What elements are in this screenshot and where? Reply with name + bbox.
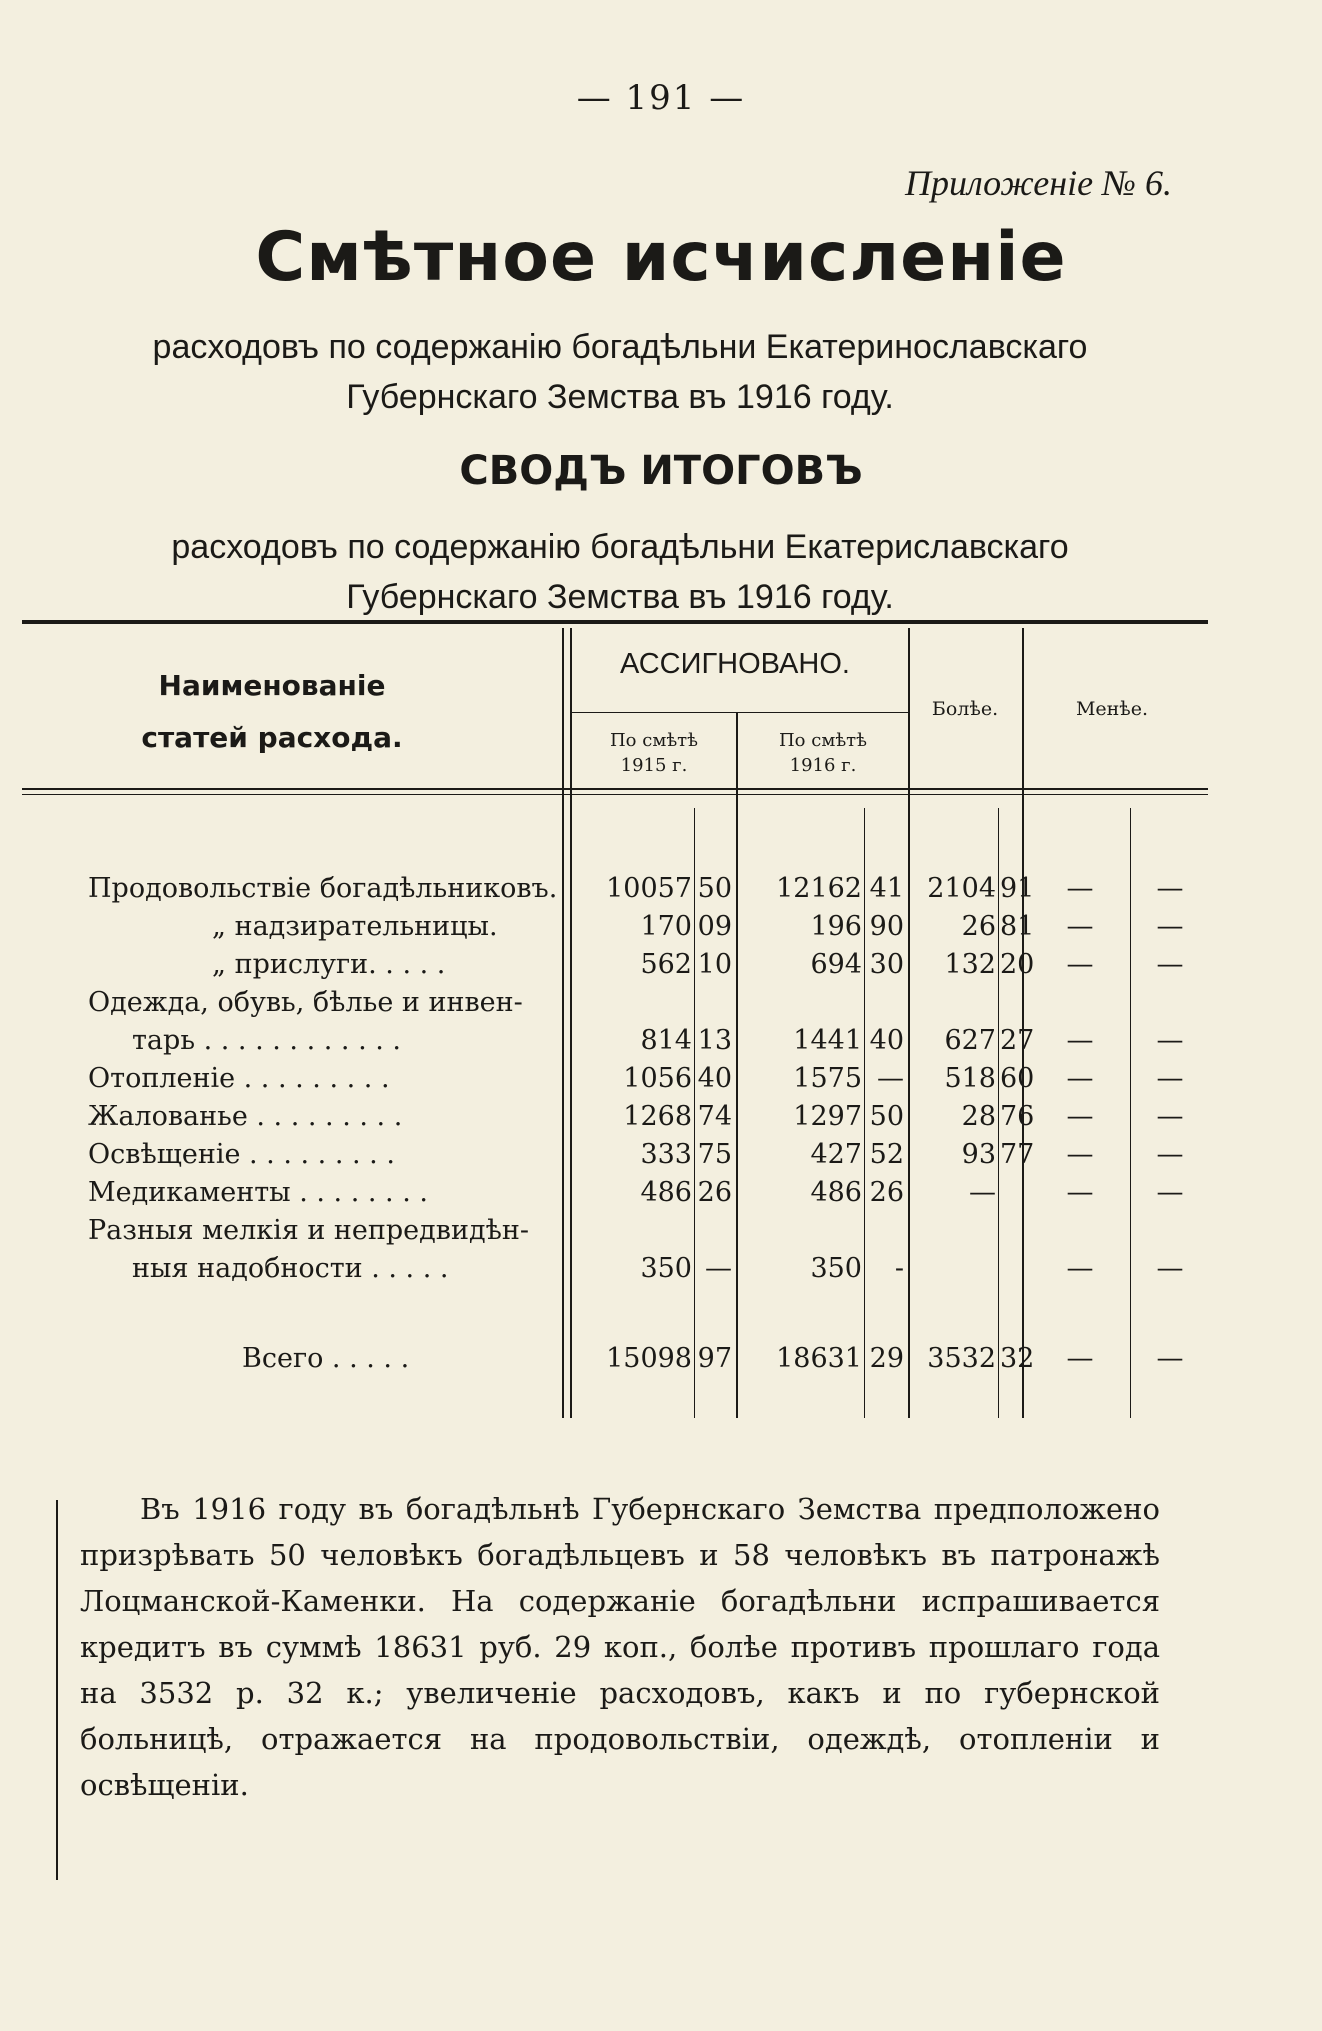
header-1915-line-1: По смѣтѣ (609, 730, 698, 751)
cell-less-kopecks: — (1156, 949, 1184, 980)
header-rule (570, 712, 908, 713)
header-1916-line-2: 1916 г. (789, 755, 857, 776)
cell-less-kopecks: — (1156, 911, 1184, 942)
cell-more-kopecks: 81 (1000, 911, 1035, 942)
cell-1916-kopecks: 90 (869, 911, 904, 942)
total-more-rubles: 3532 (927, 1343, 996, 1374)
row-label: Освѣщенiе . . . . . . . . . (88, 1139, 395, 1170)
cell-1915-rubles: 170 (640, 911, 692, 942)
page-number: — 191 — (576, 78, 746, 118)
cell-1916-kopecks: 41 (869, 873, 904, 904)
row-label: Одежда, обувь, бѣлье и инвен- (88, 987, 523, 1018)
summary-table (22, 628, 1208, 1418)
cell-less-rubles: — (1066, 1063, 1094, 1094)
subtitle-summary-line-2: Губернскаго Земства въ 1916 году. (346, 578, 894, 616)
cell-1916-rubles: 1297 (793, 1101, 862, 1132)
row-label: Разныя мелкiя и непредвидѣн- (88, 1215, 530, 1246)
cell-less-rubles: — (1066, 949, 1094, 980)
cell-1916-rubles: 12162 (776, 873, 862, 904)
cell-1916-kopecks: 30 (869, 949, 904, 980)
cell-1916-kopecks: 52 (869, 1139, 904, 1170)
table-row (22, 1136, 1208, 1174)
table-row (22, 1250, 1208, 1288)
header-item-name-line-2: статей расхода. (141, 721, 403, 754)
cell-less-kopecks: — (1156, 1101, 1184, 1132)
cell-less-rubles: — (1066, 911, 1094, 942)
table-row (22, 1022, 1208, 1060)
cell-1915-kopecks: 40 (697, 1063, 732, 1094)
cell-1915-kopecks: 50 (697, 873, 732, 904)
header-item-name (82, 660, 462, 764)
cell-less-kopecks: — (1156, 1139, 1184, 1170)
subtitle-estimate (60, 322, 1180, 422)
cell-less-kopecks: — (1156, 1253, 1184, 1284)
cell-less-rubles: — (1066, 1139, 1094, 1170)
cell-less-kopecks: — (1156, 1063, 1184, 1094)
header-bottom-rule (22, 788, 1208, 790)
cell-1916-kopecks: - (894, 1253, 904, 1284)
cell-more-rubles: — (969, 1177, 996, 1208)
table-row (22, 1212, 1208, 1250)
cell-less-rubles: — (1066, 1177, 1094, 1208)
table-row (22, 908, 1208, 946)
row-label: „ прислуги. . . . . (212, 949, 446, 980)
cell-1915-rubles: 1268 (623, 1101, 692, 1132)
table-row (22, 1098, 1208, 1136)
row-label: ныя надобности . . . . . (132, 1253, 449, 1284)
row-label: тарь . . . . . . . . . . . . (132, 1025, 401, 1056)
cell-more-rubles: 518 (944, 1063, 996, 1094)
cell-less-rubles: — (1066, 1025, 1094, 1056)
explanatory-paragraph (80, 1486, 1160, 1808)
total-1915-kopecks: 97 (697, 1343, 732, 1374)
cell-1915-rubles: 1056 (623, 1063, 692, 1094)
cell-less-kopecks: — (1156, 1025, 1184, 1056)
total-1916-kopecks: 29 (869, 1343, 904, 1374)
cell-1915-rubles: 486 (640, 1177, 692, 1208)
cell-1916-rubles: 196 (810, 911, 862, 942)
cell-less-kopecks: — (1156, 873, 1184, 904)
row-label: Отопленiе . . . . . . . . . (88, 1063, 390, 1094)
subtitle-summary (60, 522, 1180, 622)
header-assigned: АССИГНОВАНО. (620, 648, 850, 680)
table-row (22, 946, 1208, 984)
cell-more-rubles: 93 (961, 1139, 996, 1170)
cell-1916-kopecks: 50 (869, 1101, 904, 1132)
total-more-kopecks: 32 (1000, 1343, 1035, 1374)
table-row (22, 1174, 1208, 1212)
cell-1915-kopecks: 74 (697, 1101, 732, 1132)
cell-1915-rubles: 333 (640, 1139, 692, 1170)
cell-more-rubles: 28 (961, 1101, 996, 1132)
subtitle-estimate-line-1: расходовъ по содержанiю богадѣльни Екатеринославскаго (152, 328, 1088, 366)
total-less-kopecks: — (1156, 1343, 1184, 1374)
cell-more-kopecks: 27 (1000, 1025, 1035, 1056)
total-less-rubles: — (1066, 1343, 1094, 1374)
row-label: Продовольствiе богадѣльниковъ. (88, 873, 558, 904)
cell-more-rubles: 627 (944, 1025, 996, 1056)
cell-1915-kopecks: 09 (697, 911, 732, 942)
header-1916-line-1: По смѣтѣ (778, 730, 867, 751)
table-row (22, 984, 1208, 1022)
cell-more-kopecks: 91 (1000, 873, 1035, 904)
header-bottom-rule (22, 794, 1208, 795)
cell-less-rubles: — (1066, 1101, 1094, 1132)
page-title: Смѣтное исчисленiе (255, 218, 1067, 297)
table-top-rule (22, 620, 1208, 624)
cell-1916-rubles: 350 (810, 1253, 862, 1284)
cell-1916-rubles: 486 (810, 1177, 862, 1208)
cell-more-kopecks: 20 (1000, 949, 1035, 980)
header-1915 (572, 728, 736, 778)
header-more: Болѣе. (931, 698, 999, 720)
cell-1915-rubles: 814 (640, 1025, 692, 1056)
cell-more-kopecks: 60 (1000, 1063, 1035, 1094)
cell-1916-kopecks: — (877, 1063, 904, 1094)
cell-1915-rubles: 562 (640, 949, 692, 980)
total-1916-rubles: 18631 (776, 1343, 862, 1374)
header-1915-line-2: 1915 г. (620, 755, 688, 776)
row-label: „ надзирательницы. (212, 911, 498, 942)
subtitle-estimate-line-2: Губернскаго Земства въ 1916 году. (346, 378, 894, 416)
total-1915-rubles: 15098 (606, 1343, 692, 1374)
cell-1915-kopecks: — (705, 1253, 732, 1284)
cell-less-rubles: — (1066, 1253, 1094, 1284)
cell-1916-rubles: 1441 (793, 1025, 862, 1056)
cell-less-rubles: — (1066, 873, 1094, 904)
cell-1915-kopecks: 10 (697, 949, 732, 980)
subtitle-summary-line-1: расходовъ по содержанiю богадѣльни Екатериславскаго (171, 528, 1069, 566)
cell-1916-rubles: 1575 (793, 1063, 862, 1094)
cell-more-kopecks: 76 (1000, 1101, 1035, 1132)
row-label: Жалованье . . . . . . . . . (88, 1101, 403, 1132)
cell-1915-rubles: 350 (640, 1253, 692, 1284)
header-item-name-line-1: Наименованiе (158, 669, 386, 702)
table-row (22, 1060, 1208, 1098)
header-1916 (738, 728, 908, 778)
cell-1915-kopecks: 13 (697, 1025, 732, 1056)
cell-1916-kopecks: 26 (869, 1177, 904, 1208)
cell-1915-rubles: 10057 (606, 873, 692, 904)
cell-more-rubles: 2104 (927, 873, 996, 904)
paragraph-text: Въ 1916 году въ богадѣльнѣ Губернскаго Земства предположено призрѣвать 50 человѣкъ богадѣльцевъ и 58 человѣкъ въ патронажѣ Лоцманской-Каменки. На содержанiе богадѣльни испрашивается кредитъ въ суммѣ 18631 руб. 29 коп., болѣе противъ прошлаго года на 3532 р. 32 к.; увеличенiе расходовъ, какъ и по губернской больницѣ, отражается на продовольствiи, одеждѣ, отопленiи и освѣщенiи. (80, 1492, 1160, 1802)
cell-1916-rubles: 694 (810, 949, 862, 980)
cell-1916-rubles: 427 (810, 1139, 862, 1170)
margin-rule (56, 1500, 58, 1880)
cell-1916-kopecks: 40 (869, 1025, 904, 1056)
summary-title: СВОДЪ ИТОГОВЪ (459, 448, 863, 494)
header-less: Менѣе. (1075, 698, 1149, 720)
cell-1915-kopecks: 75 (697, 1139, 732, 1170)
table-row (22, 870, 1208, 908)
cell-more-rubles: 132 (944, 949, 996, 980)
cell-more-rubles: 26 (961, 911, 996, 942)
cell-more-kopecks: 77 (1000, 1139, 1035, 1170)
table-total-row (22, 1340, 1208, 1378)
row-label: Медикаменты . . . . . . . . (88, 1177, 428, 1208)
total-label: Всего . . . . . (242, 1343, 410, 1374)
appendix-label: Приложенiе № 6. (904, 163, 1172, 203)
cell-less-kopecks: — (1156, 1177, 1184, 1208)
cell-1915-kopecks: 26 (697, 1177, 732, 1208)
